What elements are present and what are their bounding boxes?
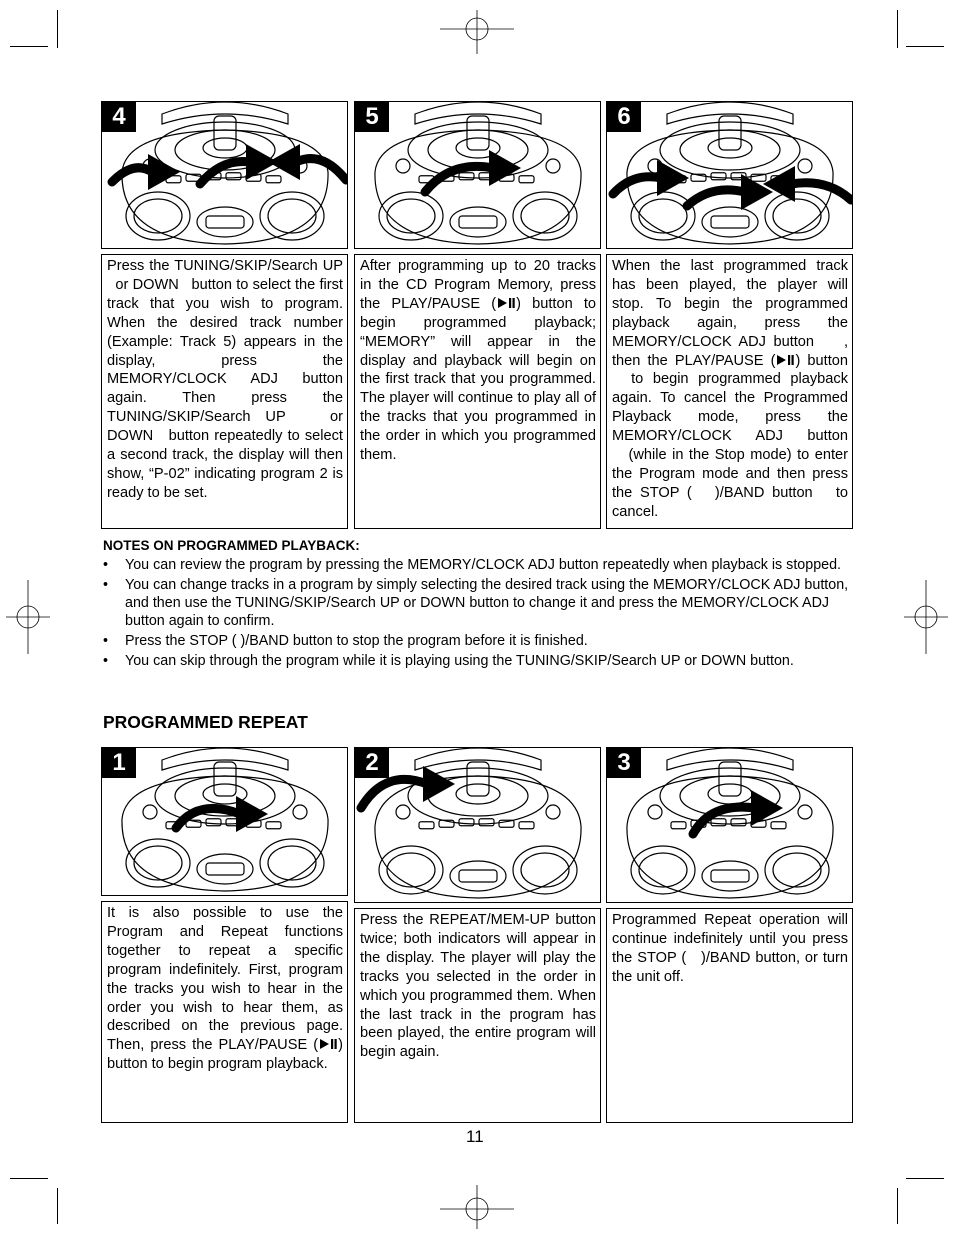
registration-mark-right bbox=[904, 580, 948, 654]
step-5-illustration bbox=[354, 101, 601, 249]
step-number: 2 bbox=[355, 748, 389, 778]
crop-mark bbox=[10, 46, 48, 47]
play-pause-icon bbox=[496, 297, 516, 309]
boombox-illustration bbox=[355, 102, 601, 249]
registration-mark-top bbox=[440, 10, 514, 54]
step-number: 5 bbox=[355, 102, 389, 132]
notes-list bbox=[103, 557, 855, 674]
crop-mark bbox=[906, 46, 944, 47]
step-number: 6 bbox=[607, 102, 641, 132]
registration-mark-left bbox=[6, 580, 50, 654]
crop-mark bbox=[57, 1188, 58, 1224]
notes-heading: NOTES ON PROGRAMMED PLAYBACK: bbox=[103, 538, 360, 553]
boombox-illustration bbox=[102, 102, 348, 249]
boombox-illustration bbox=[355, 748, 601, 903]
step-number: 3 bbox=[607, 748, 641, 778]
crop-mark bbox=[897, 1188, 898, 1224]
step-1-illustration bbox=[101, 747, 348, 896]
crop-mark bbox=[57, 10, 58, 48]
page-number: 11 bbox=[466, 1127, 484, 1146]
boombox-illustration bbox=[607, 102, 853, 249]
step-4-illustration bbox=[101, 101, 348, 249]
step-5-instructions: After programming up to 20 tracks in the CD Program Memory, press the PLAY/PAUSE ( ) button to begin programmed playback; “MEMORY” will appear in the display and playback will begin on the first track that you programmed. The player will continue to play all of the tracks that you programmed in the order in which you programmed them. bbox=[354, 254, 601, 529]
registration-mark-bottom bbox=[440, 1185, 514, 1229]
step-1-instructions: It is also possible to use the Program and Repeat functions together to repeat a specific program indefinitely. First, program the tracks you wish to hear in the order you wish to hear them, as described on the previous page. Then, press the PLAY/PAUSE ( ) button to begin program playback. bbox=[101, 901, 348, 1123]
list-item: • You can change tracks in a program by simply selecting the desired track using the MEMORY/CLOCK ADJ button, and then use the TUNING/SKIP/Search UP or DOWN button to change it and press the MEMORY/CLOCK ADJ button again to confirm. bbox=[103, 577, 849, 629]
step-2-illustration bbox=[354, 747, 601, 903]
crop-mark bbox=[897, 10, 898, 48]
play-pause-icon bbox=[775, 354, 795, 366]
play-pause-icon bbox=[318, 1038, 338, 1050]
list-item: • Press the STOP ( )/BAND button to stop the program before it is finished. bbox=[103, 633, 588, 650]
boombox-illustration bbox=[607, 748, 853, 903]
crop-mark bbox=[906, 1178, 944, 1179]
step-3-instructions: Programmed Repeat operation will continue indefinitely until you press the STOP ( )/BAND button, or turn the unit off. bbox=[606, 908, 853, 1123]
step-2-instructions: Press the REPEAT/MEM-UP button twice; both indicators will appear in the display. The player will play the tracks you selected in the order in which you programmed them. When the last track in the program has been played, the entire program will begin again. bbox=[354, 908, 601, 1123]
boombox-illustration bbox=[102, 748, 348, 896]
list-item: • You can skip through the program while it is playing using the TUNING/SKIP/Search UP or DOWN button. bbox=[103, 653, 794, 670]
step-number: 4 bbox=[102, 102, 136, 132]
crop-mark bbox=[10, 1178, 48, 1179]
step-4-instructions: Press the TUNING/SKIP/Search UP or DOWN button to select the first track that you wish to program. When the desired track number (Example: Track 5) appears in the display, press the MEMORY/CLOCK ADJ button again. Then press the TUNING/SKIP/Search UP or DOWN button repeatedly to select a second track, the display will then show, “P-02” indicating program 2 is ready to be set. bbox=[101, 254, 348, 529]
step-number: 1 bbox=[102, 748, 136, 778]
list-item: • You can review the program by pressing the MEMORY/CLOCK ADJ button repeatedly when playback is stopped. bbox=[103, 557, 842, 573]
section-heading: PROGRAMMED REPEAT bbox=[103, 712, 308, 732]
step-6-instructions: When the last programmed track has been played, the player will stop. To begin the programmed playback again, press the MEMORY/CLOCK ADJ button , then the PLAY/PAUSE ( ) button to begin programmed playback again. To cancel the Programmed Playback mode, press the MEMORY/CLOCK ADJ button (while in the Stop mode) to enter the Program mode and then press the STOP ( )/BAND button to cancel. bbox=[606, 254, 853, 529]
step-3-illustration bbox=[606, 747, 853, 903]
step-6-illustration bbox=[606, 101, 853, 249]
